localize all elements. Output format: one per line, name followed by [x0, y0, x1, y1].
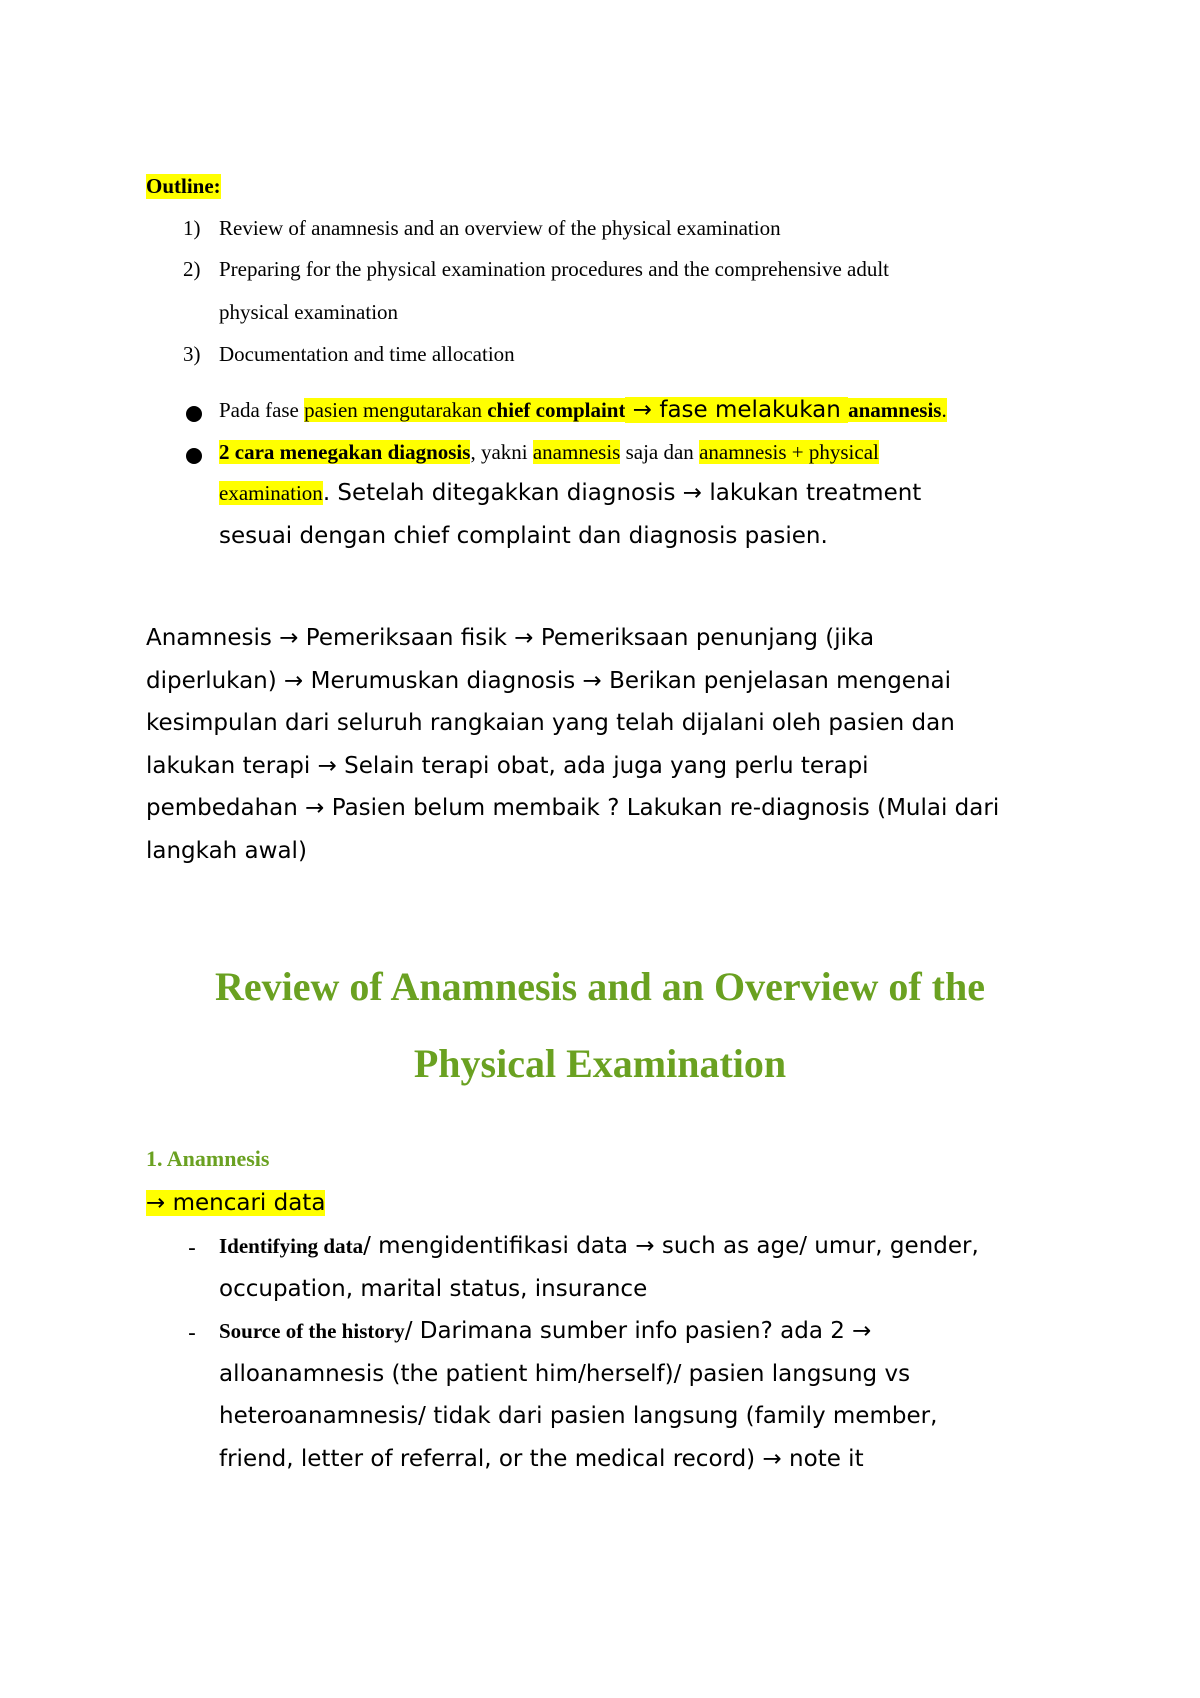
bullet-1-period: .: [941, 398, 947, 422]
list-item-2-term: Source of the history: [219, 1319, 405, 1343]
list-item-1-text: / mengidentifikasi data → such as age/ umur, gender,: [363, 1233, 979, 1259]
bullet-2-part-4: saja dan: [620, 440, 700, 464]
flow-line: diperlukan) → Merumuskan diagnosis → Berikan penjelasan mengenai: [146, 667, 952, 694]
outline-item-1-number: 1): [183, 216, 201, 240]
outline-item-2-text-line-1: Preparing for the physical examination procedures and the comprehensive adult: [219, 257, 890, 281]
outline-item-3-text: Documentation and time allocation: [219, 342, 515, 366]
flow-line: langkah awal): [146, 837, 307, 864]
section-heading-line-1: Review of Anamnesis and an Overview of the: [215, 964, 985, 1009]
list-item-2-line-4: friend, letter of referral, or the medical record) → note it: [219, 1446, 864, 1472]
bullet-2-part-1: 2 cara menegakan diagnosis: [219, 440, 471, 464]
bullet-2-part-7: . Setelah ditegakkan diagnosis → lakukan treatment: [322, 480, 922, 506]
bullet-1-anamnesis: anamnesis: [848, 398, 942, 422]
bullet-2-part-5: anamnesis + physical: [699, 440, 879, 464]
bullet-2-line-3: sesuai dengan chief complaint dan diagnosis pasien.: [219, 523, 828, 549]
bullet-1: [219, 397, 947, 423]
flow-paragraph: [146, 617, 1086, 872]
bullet-2-part-2: , yakni: [470, 440, 533, 464]
flow-line: Anamnesis → Pemeriksaan fisik → Pemeriksaan penunjang (jika: [146, 625, 875, 651]
subsection-lead: → mencari data: [146, 1190, 326, 1216]
list-item-2-line-3: heteroanamnesis/ tidak dari pasien langsung (family member,: [219, 1403, 938, 1429]
list-item-1-line-2: occupation, marital status, insurance: [219, 1276, 648, 1302]
bullet-2-line-2: [219, 480, 921, 506]
list-item-1-term: Identifying data: [219, 1234, 364, 1258]
bullet-1-part-2: pasien mengutarakan: [304, 398, 488, 422]
outline-label: Outline:: [146, 174, 221, 198]
outline-item-3-number: 3): [183, 342, 201, 366]
outline-item-2-text-line-2: physical examination: [219, 300, 399, 324]
list-item-1-line-1: [219, 1233, 979, 1259]
dash-marker: -: [188, 1321, 196, 1346]
flow-line: kesimpulan dari seluruh rangkaian yang telah dijalani oleh pasien dan: [146, 710, 955, 736]
bullet-1-part-1: Pada fase: [219, 398, 305, 422]
bullet-1-part-4: → fase melakukan: [625, 397, 849, 423]
outline-item-2-number: 2): [183, 257, 201, 281]
bullet-1-chief-complaint: chief complaint: [487, 398, 626, 422]
list-item-2-text: / Darimana sumber info pasien? ada 2 →: [404, 1318, 872, 1344]
bullet-2-dot: [186, 448, 202, 464]
section-heading-line-2: Physical Examination: [413, 1041, 787, 1086]
subsection-title: 1. Anamnesis: [146, 1146, 270, 1171]
list-item-2-line-2: alloanamnesis (the patient him/herself)/ pasien langsung vs: [219, 1361, 911, 1387]
bullet-2-part-6: examination: [219, 481, 323, 505]
flow-line: pembedahan → Pasien belum membaik ? Lakukan re-diagnosis (Mulai dari: [146, 795, 1000, 821]
flow-line: lakukan terapi → Selain terapi obat, ada juga yang perlu terapi: [146, 752, 869, 779]
outline-item-1-text: Review of anamnesis and an overview of the physical examination: [219, 216, 781, 240]
bullet-2-line-1: [219, 440, 879, 465]
bullet-1-dot: [186, 406, 202, 422]
bullet-2-part-3: anamnesis: [532, 440, 621, 464]
dash-marker: -: [188, 1236, 196, 1261]
list-item-2-line-1: [219, 1318, 871, 1344]
